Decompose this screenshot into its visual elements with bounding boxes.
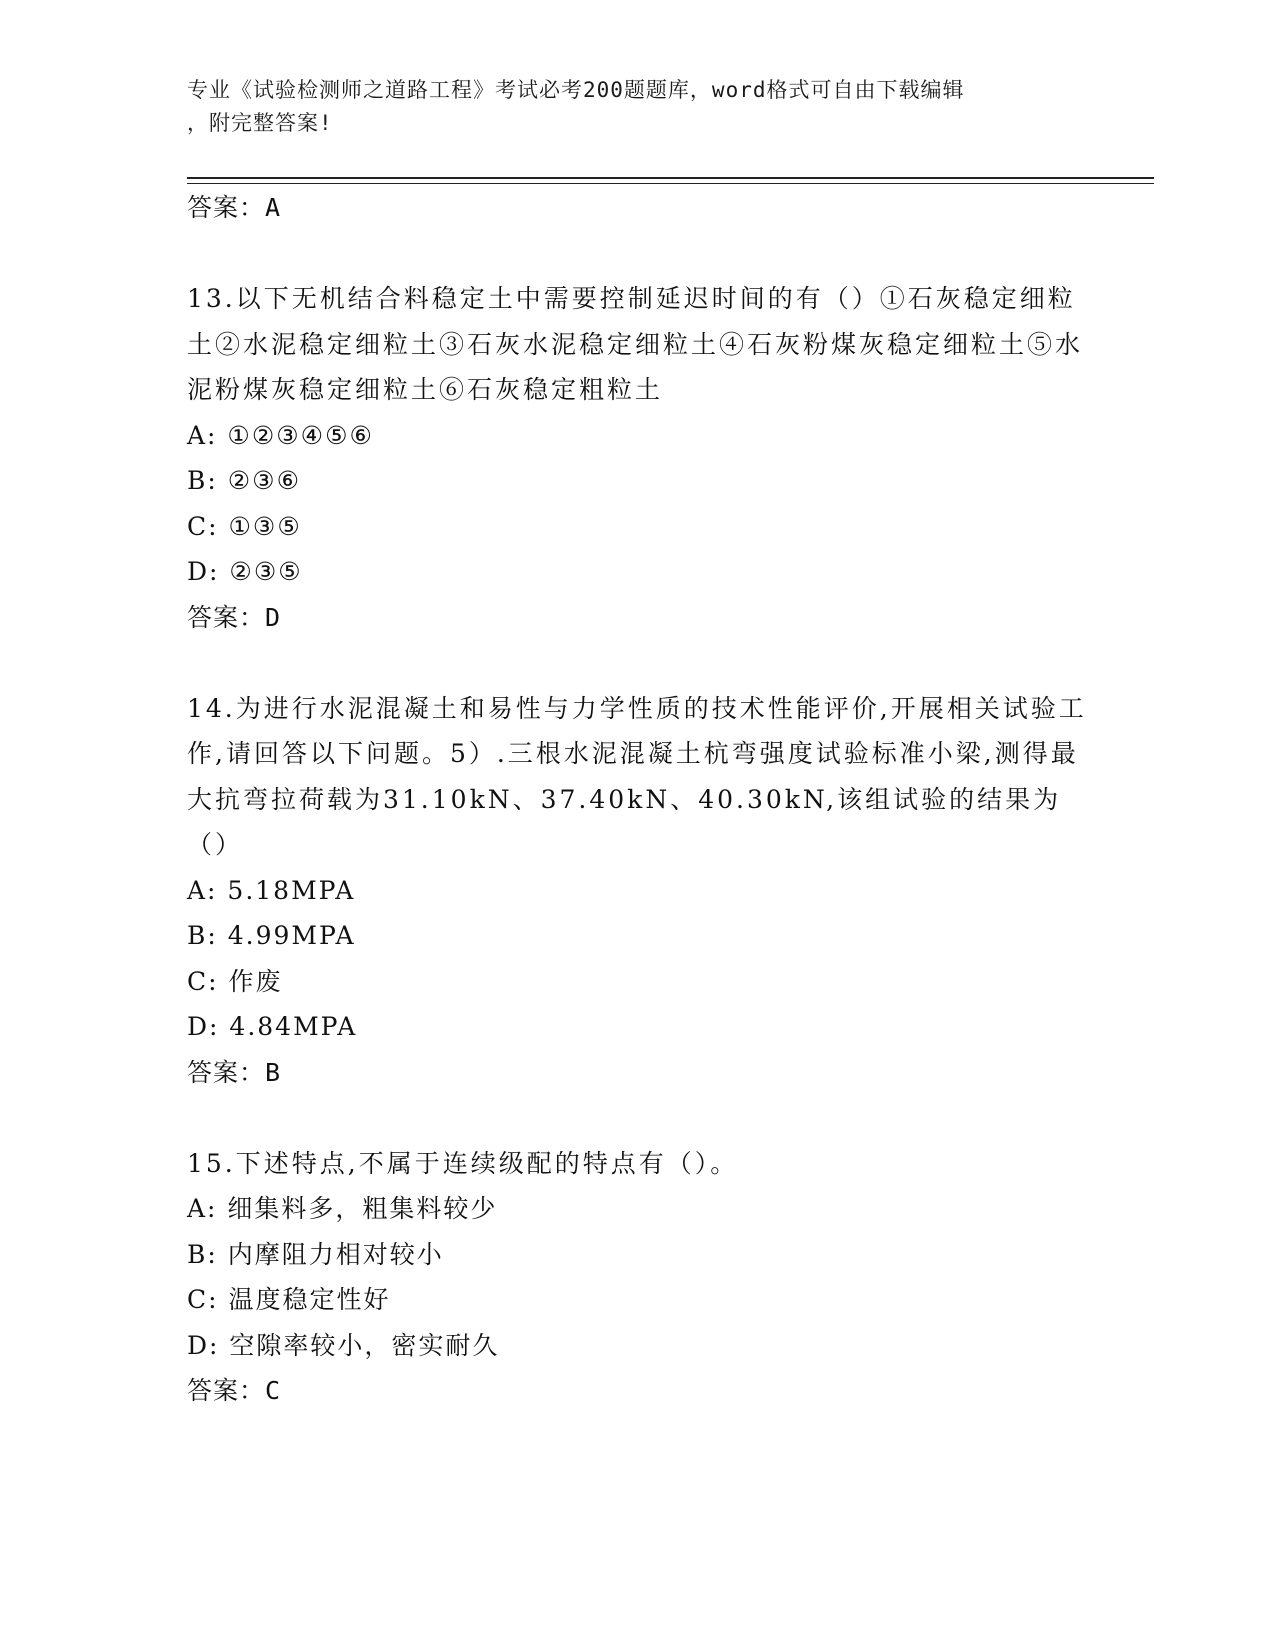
question-15 [187, 1141, 1087, 1415]
spacer [187, 641, 1087, 686]
document-body [187, 185, 1087, 1414]
option-c: C: 温度稳定性好 [187, 1285, 391, 1314]
header-line-2: ，附完整答案! [187, 111, 333, 135]
answer: 答案：D [187, 602, 282, 632]
question-stem: 13.以下无机结合料稳定土中需要控制延迟时间的有（）①石灰稳定细粒土②水泥稳定细粒土③石灰水泥稳定细粒土④石灰粉煤灰稳定细粒土⑤水泥粉煤灰稳定细粒土⑥石灰稳定粗粒土 [187, 284, 1084, 404]
spacer [187, 1096, 1087, 1141]
header-rule-thin [187, 183, 1154, 184]
option-d: D: 4.84MPA [187, 1012, 358, 1041]
option-c: C: ①③⑤ [187, 511, 302, 541]
spacer [187, 231, 1087, 276]
option-b: B: ②③⑥ [187, 466, 301, 495]
option-b: B: 内摩阻力相对较小 [187, 1239, 444, 1269]
document-header [187, 74, 1087, 140]
header-line-1: 专业《试验检测师之道路工程》考试必考200题题库，word格式可自由下载编辑 [187, 78, 965, 102]
option-a: A: ①②③④⑤⑥ [187, 420, 374, 450]
option-b: B: 4.99MPA [187, 921, 356, 950]
option-d: D: 空隙率较小，密实耐久 [187, 1330, 500, 1360]
option-a: A: 5.18MPA [187, 875, 356, 905]
header-rule-thick [187, 177, 1154, 179]
option-a: A: 细集料多，粗集料较少 [187, 1194, 498, 1223]
option-d: D: ②③⑤ [187, 557, 303, 586]
previous-answer: 答案：A [187, 193, 282, 222]
question-stem: 14.为进行水泥混凝土和易性与力学性质的技术性能评价,开展相关试验工作,请回答以下问题。5）.三根水泥混凝土杭弯强度试验标准小梁,测得最大抗弯拉荷载为31.10kN、37.40kN、40.30kN,该组试验的结果为（） [187, 693, 1087, 859]
question-14 [187, 686, 1087, 1096]
answer: 答案：B [187, 1057, 282, 1087]
option-c: C: 作废 [187, 966, 283, 996]
question-stem: 15.下述特点,不属于连续级配的特点有（）。 [187, 1148, 739, 1178]
answer: 答案：C [187, 1376, 282, 1405]
question-13 [187, 276, 1087, 641]
